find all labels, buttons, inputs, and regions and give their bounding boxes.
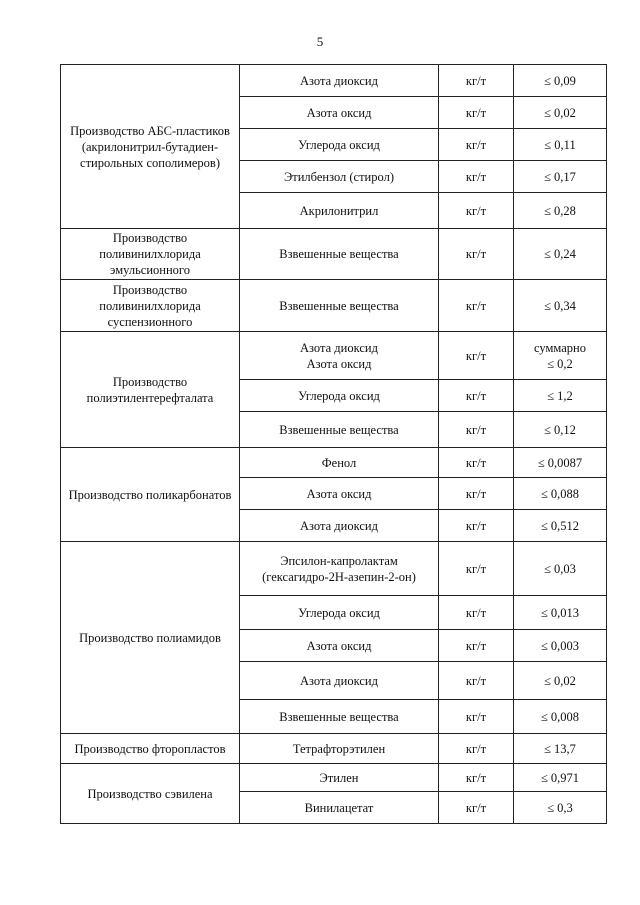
unit-cell: кг/т [439, 596, 514, 630]
unit-cell: кг/т [439, 332, 514, 380]
limit-cell: ≤ 0,09 [514, 65, 607, 97]
limit-cell: ≤ 0,971 [514, 764, 607, 792]
page-number: 5 [316, 34, 324, 49]
unit-cell: кг/т [439, 630, 514, 662]
limit-cell: ≤ 0,0087 [514, 448, 607, 478]
substance-cell: Азота оксид [240, 478, 439, 510]
unit-cell: кг/т [439, 764, 514, 792]
table-row [61, 332, 607, 380]
process-name-cell: Производство полиэтилентерефталата [61, 332, 240, 448]
unit-cell: кг/т [439, 161, 514, 193]
limit-cell: ≤ 0,512 [514, 510, 607, 542]
limit-cell: ≤ 0,24 [514, 229, 607, 280]
substance-cell: Азота диоксид [240, 510, 439, 542]
substance-cell: Углерода оксид [240, 380, 439, 412]
limit-cell: ≤ 0,28 [514, 193, 607, 229]
limit-cell: ≤ 0,013 [514, 596, 607, 630]
unit-cell: кг/т [439, 542, 514, 596]
substance-cell: Азота диоксид Азота оксид [240, 332, 439, 380]
limit-cell: ≤ 0,008 [514, 700, 607, 734]
unit-cell: кг/т [439, 65, 514, 97]
limit-cell: ≤ 0,3 [514, 792, 607, 824]
substance-cell: Фенол [240, 448, 439, 478]
unit-cell: кг/т [439, 193, 514, 229]
unit-cell: кг/т [439, 792, 514, 824]
process-name-cell: Производство АБС-пластиков (акрилонитрил-бутадиен-стирольных сополимеров) [61, 65, 240, 229]
table-row [61, 65, 607, 97]
substance-cell: Взвешенные вещества [240, 229, 439, 280]
limit-cell: ≤ 0,11 [514, 129, 607, 161]
table-row [61, 448, 607, 478]
substance-cell: Углерода оксид [240, 129, 439, 161]
limit-cell: ≤ 0,003 [514, 630, 607, 662]
substance-cell: Азота оксид [240, 97, 439, 129]
process-name-cell: Производство фторопластов [61, 734, 240, 764]
process-name-cell: Производство поливинилхлорида суспензионного [61, 280, 240, 332]
unit-cell: кг/т [439, 229, 514, 280]
process-name-cell: Производство сэвилена [61, 764, 240, 824]
unit-cell: кг/т [439, 510, 514, 542]
process-name-cell: Производство поликарбонатов [61, 448, 240, 542]
substance-cell: Взвешенные вещества [240, 280, 439, 332]
unit-cell: кг/т [439, 129, 514, 161]
limit-cell: ≤ 0,34 [514, 280, 607, 332]
substance-cell: Этилбензол (стирол) [240, 161, 439, 193]
emissions-table [60, 64, 607, 824]
unit-cell: кг/т [439, 412, 514, 448]
substance-cell: Этилен [240, 764, 439, 792]
unit-cell: кг/т [439, 97, 514, 129]
substance-cell: Взвешенные вещества [240, 412, 439, 448]
limit-cell: ≤ 0,12 [514, 412, 607, 448]
table-row [61, 542, 607, 596]
substance-cell: Винилацетат [240, 792, 439, 824]
limit-cell: ≤ 0,17 [514, 161, 607, 193]
process-name-cell: Производство поливинилхлорида эмульсионного [61, 229, 240, 280]
limit-cell: ≤ 1,2 [514, 380, 607, 412]
substance-cell: Азота оксид [240, 630, 439, 662]
substance-cell: Тетрафторэтилен [240, 734, 439, 764]
table-row [61, 229, 607, 280]
limit-cell: суммарно ≤ 0,2 [514, 332, 607, 380]
limit-cell: ≤ 0,02 [514, 662, 607, 700]
substance-cell: Углерода оксид [240, 596, 439, 630]
unit-cell: кг/т [439, 478, 514, 510]
unit-cell: кг/т [439, 448, 514, 478]
process-name-cell: Производство полиамидов [61, 542, 240, 734]
unit-cell: кг/т [439, 734, 514, 764]
substance-cell: Азота диоксид [240, 65, 439, 97]
table-row [61, 280, 607, 332]
substance-cell: Азота диоксид [240, 662, 439, 700]
substance-cell: Эпсилон-капролактам (гексагидро-2Н-азепин-2-он) [240, 542, 439, 596]
emissions-table-body [61, 65, 607, 824]
substance-cell: Взвешенные вещества [240, 700, 439, 734]
limit-cell: ≤ 0,088 [514, 478, 607, 510]
limit-cell: ≤ 13,7 [514, 734, 607, 764]
table-row [61, 764, 607, 792]
unit-cell: кг/т [439, 280, 514, 332]
unit-cell: кг/т [439, 662, 514, 700]
limit-cell: ≤ 0,03 [514, 542, 607, 596]
unit-cell: кг/т [439, 380, 514, 412]
table-row [61, 734, 607, 764]
unit-cell: кг/т [439, 700, 514, 734]
substance-cell: Акрилонитрил [240, 193, 439, 229]
limit-cell: ≤ 0,02 [514, 97, 607, 129]
